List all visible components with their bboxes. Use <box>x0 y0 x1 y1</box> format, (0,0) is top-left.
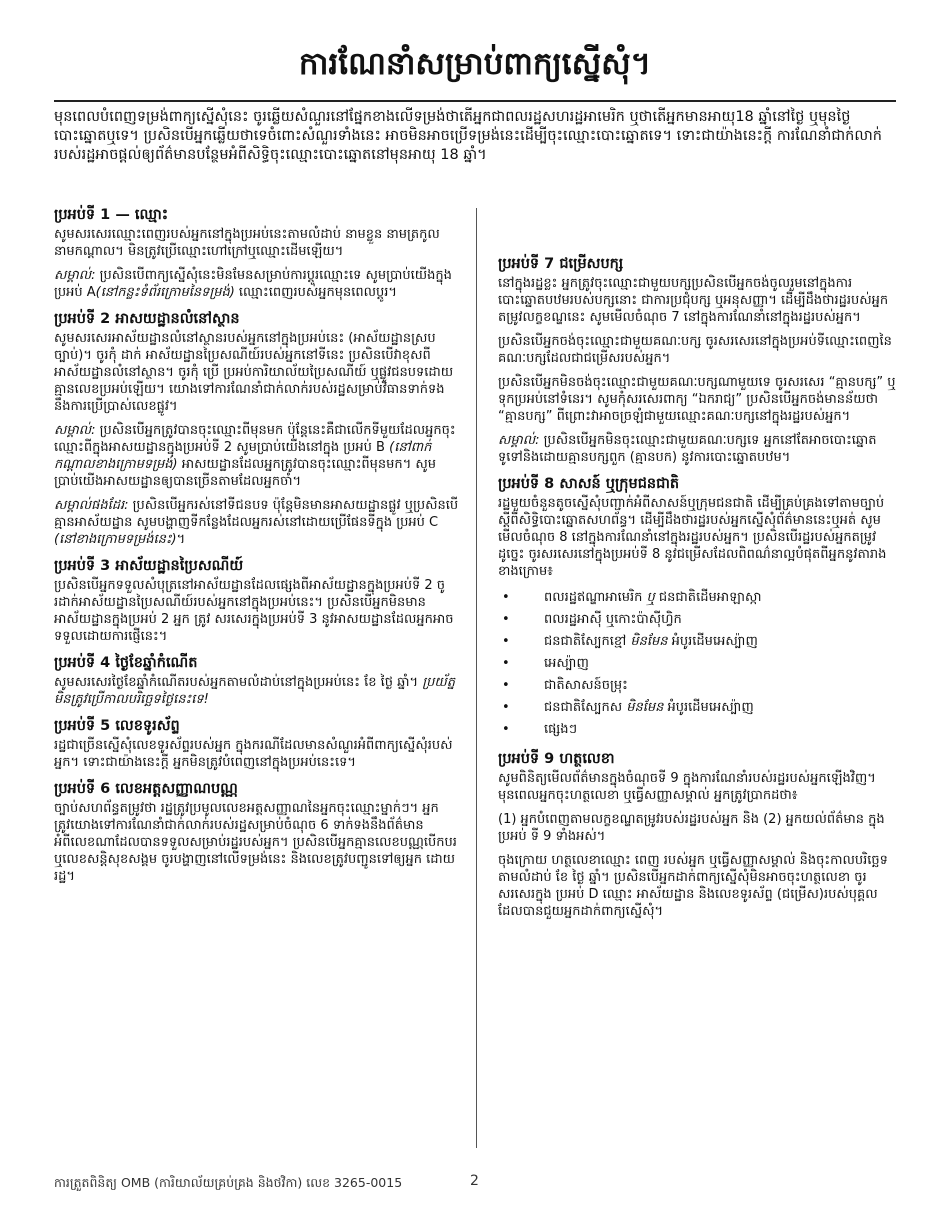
emphasis-text: (នៅកន្លះទំព័រក្រោមនៃទម្រង់) <box>95 285 235 300</box>
emphasis-text: សម្គាល់: <box>498 433 540 448</box>
right-column <box>498 255 896 929</box>
emphasis-text: (នៅខាងក្រោមទម្រង់នេះ) <box>54 532 177 547</box>
body-text: ជនជាតិស្បែកស <box>544 700 627 715</box>
emphasis-text: ប្រយ័ត្នមិនត្រូវប្រើកាលបរិច្ឆេទថ្ងៃនេះទេ! <box>54 675 456 707</box>
body-text: រដ្ឋមួយចំនួនតូចស្នើសុំបញ្ជាក់អំពីសាសន៍ឬក្រុមជនជាតិ ដើម្បីគ្រប់គ្រងទៅតាមច្បាប់ស្តីពីសិទ្ធិបោះឆ្នោតសហព័ន្ធ។ ដើម្បីដឹងថារដ្ឋរបស់អ្នកស្នើសុំព័ត៌មាននេះឬអត់ សូមមើលចំណុច 8 នៅក្នុងការណែនាំនៅក្នុងរដ្ឋរបស់អ្នក។ ប្រសិនបើរដ្ឋរបស់អ្នកតម្រូវដូច្នេះ ចូរសរសេរនៅក្នុងប្រអប់ទី 8 នូវជម្រើសដែលពិពណ៌នាល្អបំផុតពីអ្នកនូវតារាងខាងក្រោម៖ <box>498 496 887 579</box>
body-text: សូមពិនិត្យមើលព័ត៌មានក្នុងចំណុចទី 9 ក្នុងការណែនាំរបស់រដ្ឋរបស់អ្នកឡើងវិញ។ មុនពេលអ្នកចុះហត្ថលេខា ឬធ្វើសញ្ញាសម្គាល់ អ្នកត្រូវប្រាកដថា៖ <box>498 771 876 803</box>
section-heading: ប្រអប់ទី 2 អាសយដ្ឋានលំនៅស្ថាន <box>54 311 240 327</box>
body-text: សូមសរសេរថ្ងៃខែឆ្នាំកំណើតរបស់អ្នកតាមលំដាប់នៅក្នុងប្រអប់នេះ ខែ ថ្ងៃ ឆ្នាំ។ <box>54 675 423 690</box>
emphasis-text: មិនមែន <box>630 634 668 649</box>
section <box>54 310 459 548</box>
body-text: នៅក្នុងរដ្ឋខ្លះ អ្នកត្រូវចុះឈ្មោះជាមួយបក្សប្រសិនបើអ្នកចង់ចូលរួមនៅក្នុងការបោះឆ្នោតបឋមរបស់បក្សនោះ ជាការប្រជុំបក្ស ឬអនុសញ្ញា។ ដើម្បីដឹងថារដ្ឋរបស់អ្នកតម្រូវលក្ខខណ្ឌនេះ សូមមើលចំណុច 7 នៅក្នុងការណែនាំនៅក្នុងរដ្ឋរបស់អ្នក។ <box>498 276 889 325</box>
section-heading: ប្រអប់ទី 9 ហត្ថលេខា <box>498 751 615 767</box>
section-heading: ប្រអប់ទី 5 លេខទូរស័ព្ទ <box>54 718 180 734</box>
list-item <box>498 719 896 741</box>
body-text: ជនជាតិដើមអាឡាស្កា <box>654 590 762 605</box>
section <box>54 557 459 645</box>
section-heading: ប្រអប់ទី 1 — ឈ្មោះ <box>54 207 169 223</box>
body-text: រដ្ឋជាច្រើនស្នើសុំលេខទូរស័ព្ទរបស់អ្នក ក្នុងករណីដែលមានសំណួរអំពីពាក្យស្នើសុំរបស់អ្នក។ ទោះជាយ៉ាងនេះក្តី អ្នកមិនត្រូវបំពេញនៅក្នុងប្រអប់នេះទេ។ <box>54 738 453 770</box>
body-text: អេស្ប៉ាញ <box>544 656 589 671</box>
paragraph <box>498 770 896 804</box>
body-text: ឈ្មោះពេញរបស់អ្នកមុនពេលប្តូរ។ <box>234 285 397 300</box>
body-text: អំបូរដើមអេស្ប៉ាញ <box>667 634 758 649</box>
section <box>54 654 459 708</box>
emphasis-text: សម្គាល់: <box>54 423 96 438</box>
body-text: ពលរដ្ឋឥណ្ឌាអាមេរិក <box>544 590 647 605</box>
paragraph <box>498 852 896 920</box>
paragraph <box>54 577 459 645</box>
paragraph <box>498 495 896 580</box>
body-text: សូមសរសេរឈ្មោះពេញរបស់អ្នកនៅក្នុងប្រអប់នេះតាមលំដាប់ នាមខ្លួន នាមត្រកូល នាមកណ្តាល។ មិនត្រូវប្រើឈ្មោះហៅក្រៅឬឈ្មោះដើមឡើយ។ <box>54 227 440 259</box>
section <box>498 255 896 466</box>
list-item <box>498 653 896 675</box>
body-text: ច្បាប់សហព័ន្ធតម្រូវថា រដ្ឋត្រូវប្រមូលលេខអត្តសញ្ញាណនៃអ្នកចុះឈ្មោះម្នាក់ៗ។ អ្នកត្រូវយោងទៅការណែនាំជាក់លាក់របស់រដ្ឋសម្រាប់ចំណុច 6 ទាក់ទងនឹងព័ត៌មានអំពីលេខណាដែលបានទទួលសម្រាប់រដ្ឋរបស់អ្នក។ ប្រសិនបើអ្នកគ្មានលេខបណ្ណបើកបរ ឬលេខសន្តិសុខសង្គម ចូរបង្ហាញនៅលើទម្រង់នេះ និងលេខត្រូវបញ្ជូនទៅឲ្យអ្នក ដោយរដ្ឋ។ <box>54 801 457 884</box>
paragraph <box>498 811 896 845</box>
page-number: 2 <box>470 1173 479 1189</box>
body-text: ប្រសិនបើពាក្យស្នើសុំនេះមិនមែនសម្រាប់ការប្តូរឈ្មោះទេ សូមប្រាប់យើងក្នុង ប្រអប់ A <box>54 268 452 300</box>
body-text: ។ <box>176 532 186 547</box>
section <box>498 475 896 741</box>
paragraph <box>498 333 896 367</box>
paragraph <box>54 267 459 301</box>
body-text: ពលរដ្ឋអាស៊ី ឬកោះប៉ាស៊ីហ្វិក <box>544 612 682 627</box>
paragraph <box>498 275 896 326</box>
emphasis-text: (នៅពាក់កណ្តាលខាងក្រោមទម្រង់) <box>54 440 432 472</box>
body-text: អាសយដ្ឋានដែលអ្នកត្រូវបានចុះឈ្មោះពីមុនមក។ សូមប្រាប់យើងអាសយដ្ឋានឲ្យបានច្រើនតាមដែលអ្នកចាំ។ <box>54 457 437 489</box>
body-text: ប្រសិនបើអ្នកមិនចង់ចុះឈ្មោះជាមួយគណៈបក្សណាមួយទេ ចូរសរសេរ “គ្មានបក្ស” ឬទុកប្រអប់នៅទំនេរ។ សូមកុំសរសេរពាក្យ “ឯករាជ្យ” ប្រសិនបើអ្នកចង់មានន័យថា “គ្មានបក្ស” ពីព្រោះវាអាចច្រឡំជាមួយឈ្មោះគណៈបក្សនៅក្នុងរដ្ឋរបស់អ្នក។ <box>498 375 896 424</box>
list-item <box>498 609 896 631</box>
body-text: ចុងក្រោយ ហត្ថលេខាឈ្មោះ ពេញ របស់អ្នក ឬធ្វើសញ្ញាសម្គាល់ និងចុះកាលបរិច្ឆេទ តាមលំដាប់ ខែ ថ្ងៃ ឆ្នាំ។ ប្រសិនបើអ្នកដាក់ពាក្យស្នើសុំមិនអាចចុះហត្ថលេខា ចូរសរសេរក្នុង ប្រអប់ D ឈ្មោះ អាស័យដ្ឋាន និងលេខទូរស័ព្ទ (ជម្រើស)របស់បុគ្គលដែលបានជួយអ្នកដាក់ពាក្យស្នើសុំ។ <box>498 853 888 919</box>
page-title: ការណែនាំសម្រាប់ពាក្យស្នើសុំ។ <box>298 46 652 82</box>
body-text: ជាតិសាសន៍ចម្រុះ <box>544 678 628 693</box>
emphasis-text: សម្គាល់ផងដែរ: <box>54 498 129 513</box>
column-divider <box>476 208 477 1148</box>
bullet-list <box>498 587 896 741</box>
paragraph <box>54 330 459 415</box>
section <box>54 780 459 885</box>
body-text: ជនជាតិស្បែកខ្មៅ <box>544 634 631 649</box>
emphasis-text: ឬ <box>646 590 655 605</box>
body-text: ប្រសិនបើអ្នកមិនចុះឈ្មោះជាមួយគណៈបក្សទេ អ្នកនៅតែអាចបោះឆ្នោតទូទៅនិងដោយគ្មានបក្សពួក (គ្មានបក) នូវការបោះឆ្នោតបឋម។ <box>498 433 877 465</box>
paragraph <box>498 432 896 466</box>
section <box>54 717 459 771</box>
list-item <box>498 697 896 719</box>
emphasis-text: សម្គាល់: <box>54 268 96 283</box>
list-item <box>498 587 896 609</box>
list-item <box>498 675 896 697</box>
body-text: ប្រសិនបើអ្នករស់នៅទីជនបទ ប៉ុន្តែមិនមានអាសយដ្ឋានផ្លូវ ឬប្រសិនបើគ្មានអាស័យដ្ឋាន សូមបង្ហាញទីកន្លែងដែលអ្នករស់នៅដោយប្រើផែនទីក្នុង ប្រអប់ C <box>54 498 459 530</box>
emphasis-text: មិនមែន <box>626 700 664 715</box>
title-rule <box>54 100 896 102</box>
intro-paragraph: មុនពេលបំពេញទម្រង់ពាក្យស្នើសុំនេះ ចូរឆ្លើយសំណួរនៅផ្នែកខាងលើទម្រង់ថាតើអ្នកជាពលរដ្ឋសហរដ្ឋអាមេរិក ឬថាតើអ្នកមានអាយុ18 ឆ្នាំនៅថ្ងៃ ឬមុនថ្ងៃបោះឆ្នោតឬទេ។ ប្រសិនបើអ្នកឆ្លើយថាទេចំពោះសំណួរទាំងនេះ អាចមិនអាចប្រើទម្រង់នេះដើម្បីចុះឈ្មោះបោះឆ្នោតទេ។ ទោះជាយ៉ាងនេះក្តី ការណែនាំជាក់លាក់របស់រដ្ឋអាចផ្តល់ឲ្យព័ត៌មានបន្ថែមអំពីសិទ្ធិចុះឈ្មោះបោះឆ្នោតនៅមុនអាយុ 18 ឆ្នាំ។ <box>54 109 882 163</box>
section-heading: ប្រអប់ទី 3 អាស័យដ្ឋានប្រៃសណីយ៍ <box>54 558 244 574</box>
omb-control-number: ការត្រួតពិនិត្យ OMB (ការិយាល័យគ្រប់គ្រង និងថវិកា) លេខ 3265-0015 <box>54 1175 403 1190</box>
paragraph <box>54 422 459 490</box>
section <box>54 206 459 301</box>
paragraph <box>54 497 459 548</box>
section-heading: ប្រអប់ទី 8 សាសន៍ ឬក្រុមជនជាតិ <box>498 476 680 492</box>
body-text: សូមសរសេរអាស័យដ្ឋានលំនៅស្ថានរបស់អ្នកនៅក្នុងប្រអប់នេះ (អាស័យដ្ឋានស្របច្បាប់)។ ចូរកុំ ដាក់ អាស័យដ្ឋានប្រៃសណីយ៍របស់អ្នកនៅទីនេះ ប្រសិនបើវាខុសពីអាស័យដ្ឋានលំនៅស្ថាន។ ចូរកុំ ប្រើ ប្រអប់ការិយាល័យប្រៃសណីយ៍ ឬផ្លូវជនបទដោយគ្មានលេខប្រអប់ឡើយ។ យោងទៅការណែនាំជាក់លាក់របស់រដ្ឋសម្រាប់វិធានទាក់ទងនឹងការប្រើប្រាស់លេខផ្លូវ។ <box>54 331 454 414</box>
body-text: ប្រសិនបើអ្នកទទួលសំបុត្រនៅអាស័យដ្ឋានដែលផ្សេងពីអាស័យដ្ឋានក្នុងប្រអប់ទី 2 ចូរដាក់អាស័យដ្ឋានប្រៃសណីយ៍របស់អ្នកនៅក្នុងប្រអប់នេះ។ ប្រសិនបើអ្នកមិនមានអាស័យដ្ឋានក្នុងប្រអប់ 2 អ្នក ត្រូវ សរសេរក្នុងប្រអប់ទី 3 នូវអាសយដ្ឋានដែលអ្នកអាចទទួលដោយការផ្ញើនេះ។ <box>54 578 454 644</box>
body-text: អំបូរដើមអេស្ប៉ាញ <box>663 700 754 715</box>
section <box>498 750 896 920</box>
section-heading: ប្រអប់ទី 6 លេខអត្តសញ្ញាណបណ្ណ <box>54 781 238 797</box>
section-heading: ប្រអប់ទី 7 ជម្រើសបក្ស <box>498 256 624 272</box>
paragraph <box>498 374 896 425</box>
body-text: ប្រសិនបើអ្នកត្រូវបានចុះឈ្មោះពីមុនមក ប៉ុន្តែនេះគឺជាលើកទីមួយដែលអ្នកចុះឈ្មោះពីក្នុងអាសយដ្ឋានក្នុងប្រអប់ទី 2 សូមប្រាប់យើងនៅក្នុង ប្រអប់ B <box>54 423 456 455</box>
left-column <box>54 206 459 894</box>
paragraph <box>54 674 459 708</box>
body-text: ផ្សេងៗ <box>544 722 578 737</box>
paragraph <box>54 800 459 885</box>
list-item <box>498 631 896 653</box>
body-text: ប្រសិនបើអ្នកចង់ចុះឈ្មោះជាមួយគណៈបក្ស ចូរសរសេរនៅក្នុងប្រអប់ទីឈ្មោះពេញនៃគណៈបក្សដែលជាជម្រើសរបស់អ្នក។ <box>498 334 892 366</box>
paragraph <box>54 226 459 260</box>
section-heading: ប្រអប់ទី 4 ថ្ងៃខែឆ្នាំកំណើត <box>54 655 198 671</box>
paragraph <box>54 737 459 771</box>
body-text: (1) អ្នកបំពេញតាមលក្ខខណ្ឌតម្រូវរបស់រដ្ឋរបស់អ្នក និង (2) អ្នកយល់ព័ត៌មាន ក្នុងប្រអប់ ទី 9 ទាំងអស់។ <box>498 812 885 844</box>
